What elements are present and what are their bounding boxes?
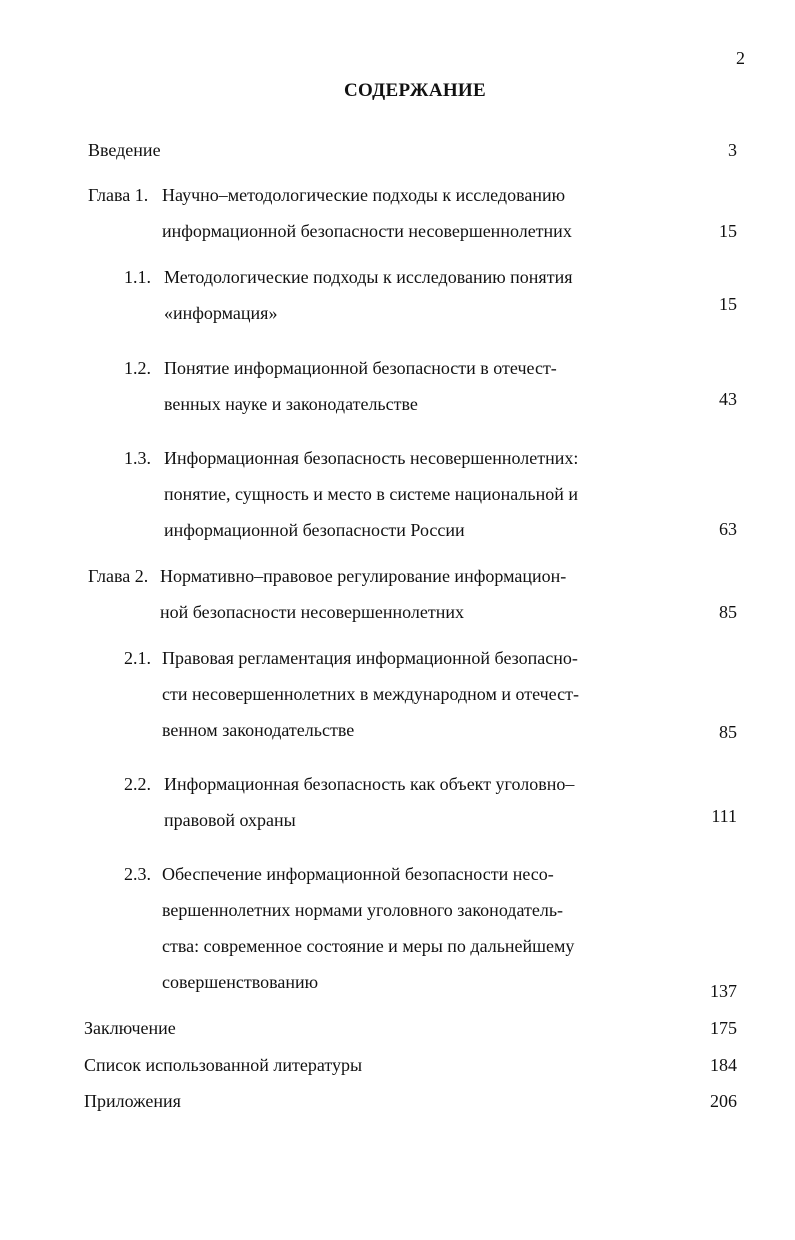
toc-line: Методологические подходы к исследованию понятия (164, 267, 573, 287)
page-number: 2 (736, 48, 745, 68)
toc-line: информационной безопасности России (164, 520, 465, 540)
toc-label: Введение (88, 140, 161, 160)
toc-line: информационной безопасности несовершеннолетних (162, 221, 572, 241)
toc-page: 175 (710, 1018, 737, 1038)
toc-label: Приложения (84, 1091, 181, 1111)
toc-section-number: 2.2. (124, 774, 151, 794)
toc-section-number: 2.3. (124, 864, 151, 884)
toc-section-number: 1.2. (124, 358, 151, 378)
toc-section-number: 1.3. (124, 448, 151, 468)
toc-line: совершенствованию (162, 972, 319, 992)
toc-line: венном законодательстве (162, 720, 355, 740)
toc-page: 3 (728, 140, 737, 160)
toc-page: 43 (719, 389, 737, 409)
toc-section-number: 1.1. (124, 267, 151, 287)
toc-page: 137 (710, 981, 737, 1001)
toc-line: Научно–методологические подходы к исследованию (162, 185, 566, 205)
toc-line: Понятие информационной безопасности в отечест- (164, 358, 557, 378)
toc-page: 206 (710, 1091, 737, 1111)
toc-line: венных науке и законодательстве (164, 394, 418, 414)
toc-line: вершеннолетних нормами уголовного законодатель- (162, 900, 564, 920)
page-title: СОДЕРЖАНИЕ (344, 80, 486, 101)
toc-line: Нормативно–правовое регулирование информацион- (160, 566, 567, 586)
toc-page: 63 (719, 519, 737, 539)
toc-page: 184 (710, 1055, 737, 1075)
toc-line: Информационная безопасность несовершеннолетних: (164, 448, 579, 468)
toc-line: Обеспечение информационной безопасности несо- (162, 864, 554, 884)
toc-chapter-prefix: Глава 1. (88, 185, 149, 205)
toc-line: ной безопасности несовершеннолетних (160, 602, 465, 622)
toc-chapter-prefix: Глава 2. (88, 566, 149, 586)
toc-label: Список использованной литературы (84, 1055, 363, 1075)
toc-line: Информационная безопасность как объект уголовно– (164, 774, 575, 794)
toc-section-number: 2.1. (124, 648, 151, 668)
toc-line: правовой охраны (164, 810, 296, 830)
toc-page: 85 (719, 722, 737, 742)
toc-line: ства: современное состояние и меры по дальнейшему (162, 936, 575, 956)
toc-page: 15 (719, 294, 737, 314)
toc-page: 85 (719, 602, 737, 622)
toc-page: 111 (711, 806, 737, 826)
toc-line: «информация» (164, 303, 278, 323)
toc-line: понятие, сущность и место в системе национальной и (164, 484, 578, 504)
toc-line: сти несовершеннолетних в международном и отечест- (162, 684, 579, 704)
toc-label: Заключение (84, 1018, 176, 1038)
toc-page: 15 (719, 221, 737, 241)
toc-line: Правовая регламентация информационной безопасно- (162, 648, 578, 668)
